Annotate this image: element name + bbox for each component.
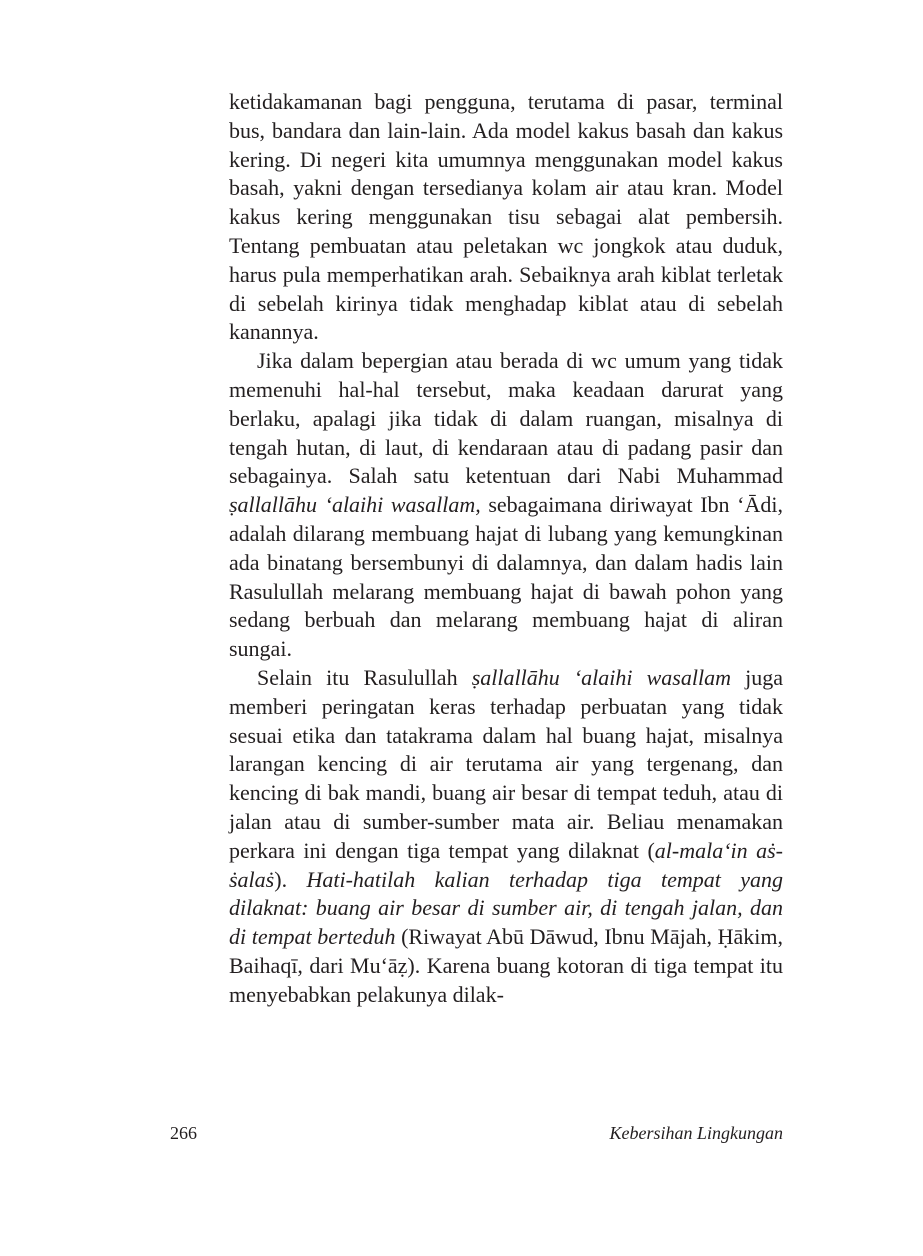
paragraph-3 — [229, 664, 783, 1010]
italic-term: al-mala‘in aṡ-ṡalaṡ — [229, 837, 784, 892]
paragraph-text: ketidakamanan bagi pengguna, terutama di pasar, terminal bus, bandara dan lain-lain. Ada model kakus basah dan kakus kering. Di negeri kita umumnya menggunakan model kakus basah, yakni dengan tersedianya kolam air atau kran. Model kakus kering menggunakan tisu sebagai alat pembersih. Tentang pembuatan atau peletakan wc jongkok atau duduk, harus pula memperhatikan arah. Sebaiknya arah kiblat terletak di sebelah kirinya tidak menghadap kiblat atau di sebelah kanannya. — [229, 89, 783, 345]
paragraph-text: Selain itu Rasulullah — [257, 664, 472, 690]
paragraph-text: juga memberi peringatan keras terhadap perbuatan yang tidak sesuai etika dan tatakrama dalam hal buang hajat, misalnya larangan kencing di air terutama air yang tergenang, dan kencing di bak mandi, buang air besar di tempat teduh, atau di jalan atau di sumber-sumber mata air. Beliau menamakan perkara ini dengan tiga tempat yang dilaknat ( — [229, 664, 783, 863]
italic-phrase: ṣallallāhu ‘alaihi wasallam, — [229, 492, 481, 518]
page-footer — [170, 1119, 783, 1147]
paragraph-text: (Riwayat Abū Dāwud, Ibnu Mājah, Ḥākim, Baihaqī, dari Mu‘āẓ). Karena buang kotoran di tiga tempat itu menyebabkan pelakunya dilak- — [229, 924, 783, 1007]
paragraph-2 — [229, 347, 783, 664]
running-title: Kebersihan Lingkungan — [609, 1123, 783, 1143]
paragraph-text: ). — [274, 866, 307, 892]
page-number: 266 — [170, 1123, 197, 1143]
page-body — [229, 88, 783, 1010]
paragraph-text: sebagaimana diriwayat Ibn ‘Ādi, adalah dilarang membuang hajat di lubang yang kemungkinan ada binatang bersembunyi di dalamnya, dan dalam hadis lain Rasulullah melarang membuang hajat di bawah pohon yang sedang berbuah dan melarang membuang hajat di aliran sungai. — [229, 492, 783, 662]
italic-phrase: ṣallallāhu ‘alaihi wasallam — [471, 664, 731, 690]
hadith-quote: Hati-hatilah kalian terhadap tiga tempat yang dilaknat: buang air besar di sumber air, di tengah jalan, dan di tempat berteduh — [229, 866, 783, 950]
paragraph-text: Jika dalam bepergian atau berada di wc umum yang tidak memenuhi hal-hal tersebut, maka keadaan darurat yang berlaku, apalagi jika tidak di dalam ruangan, misalnya di tengah hutan, di laut, di kendaraan atau di padang pasir dan sebagainya. Salah satu ketentuan dari Nabi Muhammad — [229, 348, 783, 489]
paragraph-1 — [229, 88, 783, 347]
